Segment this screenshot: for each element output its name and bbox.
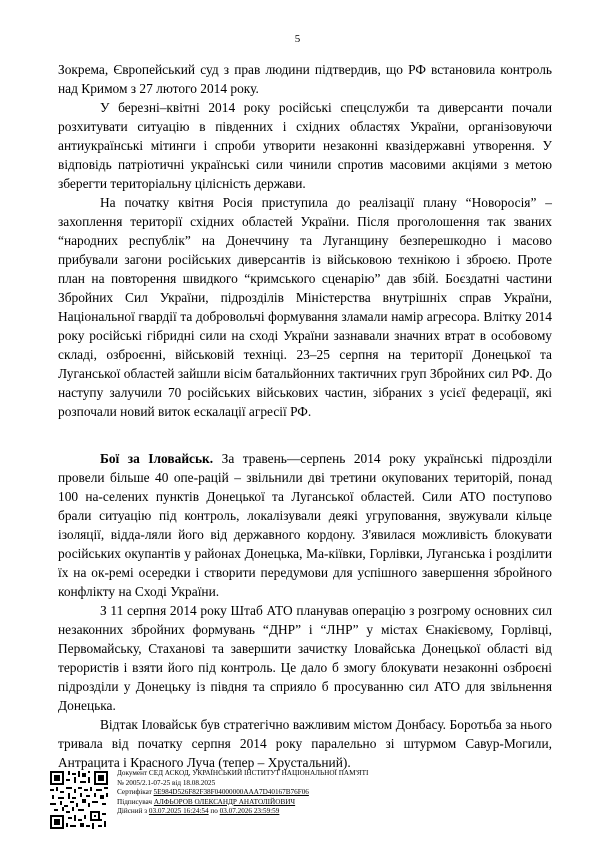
cert-valid-from: 03.07.2025 16:24:54 [148, 807, 209, 816]
paragraph-ilovaisk-text: За травень—серпень 2014 року українські підрозділи провели більше 40 опе-рацій – звільнили дві третини окупованих територій, понад 100 на-селених пунктів Донецької та Луганської областей. Сили АТО поступово брали ситуацію під контроль, локалізували деякі угруповання, звужували кільце ізоляції, відда-ляли його від державного кордону. З'явилася можливість блокувати російських окупантів у районах Донецька, Ма-кіївки, Горлівки, Луганська і розділити їх на ок-ремі осередки і створити передумови для успішного завершення збройного конфлікту на Сході України. [58, 451, 552, 599]
paragraph-ilovaisk-battles [58, 449, 552, 601]
certificate-block [117, 769, 537, 817]
paragraph-strategic-city: Відтак Іловайськ був стратегічно важливим містом Донбасу. Боротьба за нього тривала від початку серпня 2014 року паралельно зі штурмом Савур-Могили, Антрацита і Красного Луча (тепер – Хрустальний). [58, 717, 552, 770]
cert-serial-label: Сертифікат [117, 788, 154, 797]
paragraph-echr: Зокрема, Європейський суд з прав людини підтвердив, що РФ встановила контроль над Кримом з 27 лютого 2014 року. [58, 62, 552, 96]
cert-document-line: Документ СЕД АСКОД, УКРАЇНСЬКИЙ ІНСТИТУТ НАЦІОНАЛЬНОЇ ПАМ'ЯТІ [117, 769, 369, 777]
paragraph-novorossiya: На початку квітня Росія приступила до реалізації плану “Новоросія” – захоплення території східних областей України. Після проголошення так званих “народних республік” на Донеччину та Луганщину безперешкодно і масово прибували загони російських диверсантів із військовою технікою і зброєю. Проте план на повторення швидкого “кримського сценарію” дав збій. Боєздатні частини Збройних Сил України, підрозділів Міністерства внутрішніх справ України, Національної гвардії та добровольчі формування зламали намір агресора. Влітку 2014 року російські гібридні сили на сході України зазнавали значних втрат в особовому складі, озброєнні, військовій техніці. 23–25 серпня на території Донецької та Луганської областей зайшли вісім батальйонних тактичних груп Збройних сил РФ. До наступу залучили 70 російських військових частин, зібраних з усієї федерації, які розпочали новий виток ескалації агресії РФ. [58, 195, 552, 419]
qr-code-icon [50, 771, 108, 829]
cert-signer-label: Підписувач [117, 797, 154, 806]
cert-serial-value: 5E984D526F82F38F04000000AAA7D40167B76F06 [153, 788, 309, 797]
cert-validity-separator: по [208, 807, 220, 816]
paragraph-gap [58, 421, 552, 449]
paragraph-spring-2014: У березні–квітні 2014 року російські спецслужби та диверсанти почали розхитувати ситуацію в південних і східних областях України, організовуючи антиукраїнські мітинги і спроби утворити незаконні квазідержавні утворення. У відповідь патріотичні українські сили чинили спротив масовими акціями з метою зберегти територіальну цілісність держави. [58, 100, 552, 191]
paragraph-ato-plan: З 11 серпня 2014 року Штаб АТО планував операцію з розгрому основних сил незаконних збройних формувань “ДНР” і “ЛНР” у містах Єнакієвому, Горлівці, Первомайську, Стаханові та завершити зачистку Іловайська Донецької області від терористів і взяти його під контроль. Це дало б змогу блокувати незаконні озброєні підрозділи у Донецьку із півдня та сприяло б просуванню сил АТО для звільнення Донецька. [58, 603, 552, 713]
cert-valid-to: 03.07.2026 23:59:59 [219, 807, 280, 816]
cert-serial-line [117, 788, 537, 798]
cert-signer-value: АЛФЬОРОВ ОЛЕКСАНДР АНАТОЛІЙОВИЧ [153, 797, 296, 806]
cert-signer-line [117, 798, 537, 808]
section-heading: Бої за Іловайськ. [100, 451, 214, 466]
signature-footer [50, 769, 550, 833]
document-body [58, 60, 552, 772]
page-number: 5 [294, 33, 301, 45]
cert-validity-label: Дійсний з [117, 807, 149, 816]
cert-number-line: № 2005/2.1-07-25 від 18.08.2025 [117, 778, 216, 787]
cert-validity-line [117, 807, 537, 817]
